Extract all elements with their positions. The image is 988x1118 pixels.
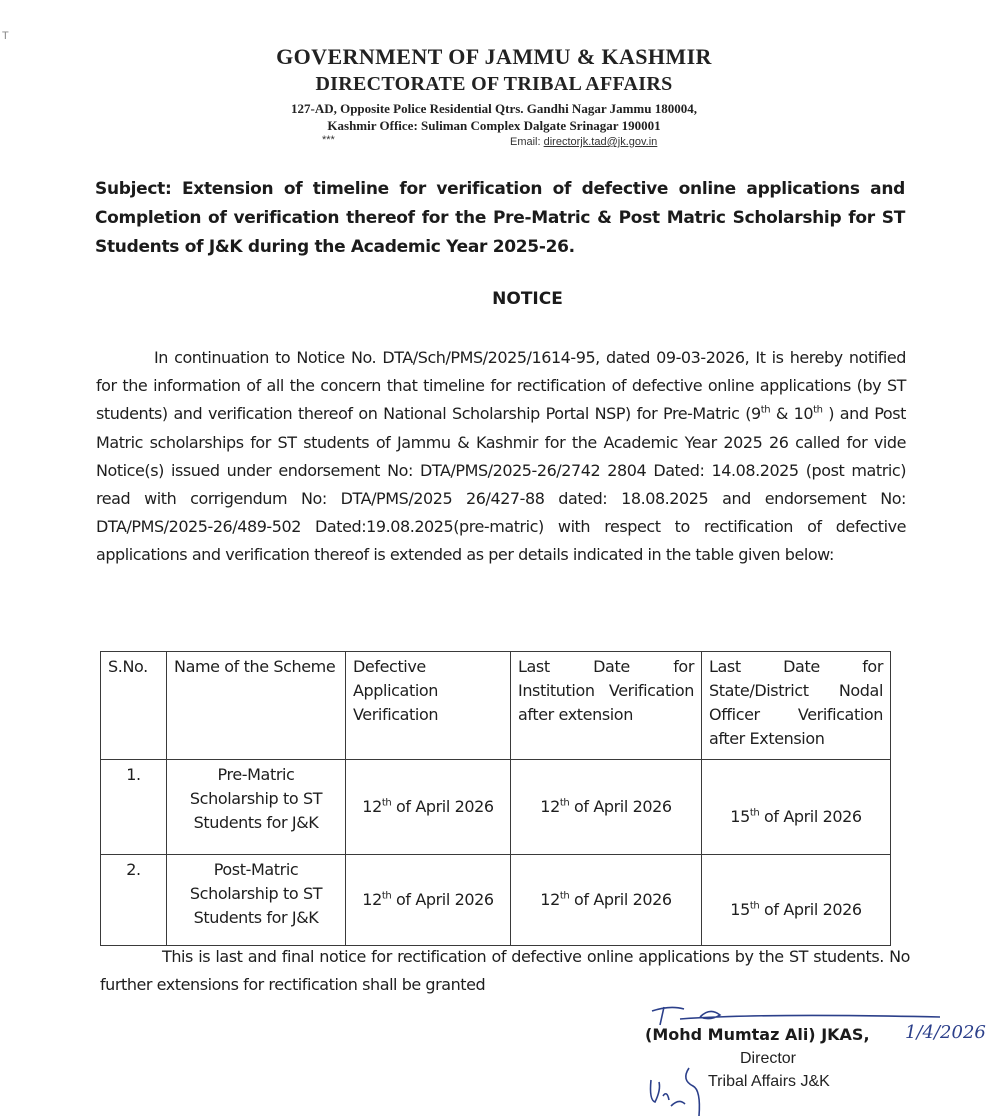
signatory-name: (Mohd Mumtaz Ali) JKAS,: [645, 1025, 870, 1044]
date-suffix: th: [559, 797, 570, 809]
body-sup-2: th: [813, 405, 823, 417]
header-defective: Defective Application Verification: [346, 652, 511, 760]
notice-title: NOTICE: [492, 289, 563, 309]
cell-defective: [346, 855, 511, 946]
cell-defective: [346, 760, 511, 855]
subject-line: Subject: Extension of timeline for verification of defective online applications and Completion of verification thereof for the Pre-Matric & Post Matric Scholarship for ST Students of J&K during the Academic Year 2025-26.: [95, 179, 905, 257]
date-rest: of April 2026: [759, 899, 862, 919]
body-text-part1: In continuation to Notice No. DTA/Sch/PMS/2025/1614-95, dated 09-03-2026, It is hereby notified for the information of all the concern that timeline for rectification of defective online applications (by ST students) and verification thereof on National Scholarship Portal NSP) for Pre-Matric (9: [96, 348, 906, 424]
date-rest: of April 2026: [391, 890, 494, 909]
cell-scheme: Post-Matric Scholarship to ST Students for J&K: [167, 855, 346, 946]
cell-scheme: Pre-Matric Scholarship to ST Students for J&K: [167, 760, 346, 855]
date-rest: of April 2026: [569, 890, 672, 909]
header-sno: S.No.: [101, 652, 167, 760]
cell-institution: [511, 760, 702, 855]
date-day: 12: [540, 797, 560, 816]
separator-stars: ***: [322, 134, 335, 146]
handwritten-date: 1/4/2026: [905, 1022, 986, 1043]
address-line-kashmir: Kashmir Office: Suliman Complex Dalgate Srinagar 190001: [327, 118, 661, 133]
table-row: [101, 855, 891, 946]
scan-edge-mark: T: [2, 30, 9, 42]
table-header-row: [101, 652, 891, 760]
email-link[interactable]: directorjk.tad@jk.gov.in: [543, 136, 658, 148]
notice-body: [96, 344, 906, 570]
body-text-part3: ) and Post Matric scholarships for ST students of Jammu & Kashmir for the Academic Year 2025 26 called for vide Notice(s) issued under endorsement No: DTA/PMS/2025-26/2742 2804 Dated: 14.08.2025 (post matric) read with corrigendum No: DTA/PMS/2025 26/427-88 dated: 18.08.2025 and endorsement No: DTA/PMS/2025-26/489-502 Dated:19.08.2025(pre-matric) with respect to rectification of defective applications and verification thereof is extended as per details indicated in the table given below:: [96, 404, 906, 565]
date-suffix: th: [381, 890, 392, 902]
date-rest: of April 2026: [759, 806, 862, 826]
cell-institution: [511, 855, 702, 946]
date-day: 15: [730, 899, 750, 919]
date-suffix: th: [749, 900, 760, 912]
body-text-part2: & 10: [770, 404, 814, 424]
date-day: 12: [362, 890, 382, 909]
date-rest: of April 2026: [391, 797, 494, 816]
directorate-heading: DIRECTORATE OF TRIBAL AFFAIRS: [315, 73, 673, 95]
signatory-office: Tribal Affairs J&K: [708, 1073, 830, 1090]
header-nodal: Last Date for State/District Nodal Officer Verification after Extension: [702, 652, 891, 760]
date-suffix: th: [559, 890, 570, 902]
timeline-table: [100, 651, 891, 946]
date-day: 12: [362, 797, 382, 816]
email-line: [510, 136, 657, 148]
cell-sno: 2.: [101, 855, 167, 946]
date-suffix: th: [381, 797, 392, 809]
body-sup-1: th: [760, 405, 771, 417]
government-heading: GOVERNMENT OF JAMMU & KASHMIR: [276, 44, 712, 69]
date-day: 12: [540, 890, 560, 909]
email-label: Email:: [510, 136, 544, 148]
closing-paragraph: This is last and final notice for rectification of defective online applications by the ST students. No further extensions for rectification shall be granted: [100, 947, 910, 994]
header-institution: Last Date for Institution Verification after extension: [511, 652, 702, 760]
date-suffix: th: [749, 807, 760, 819]
cell-nodal: [702, 760, 891, 855]
initials-scribble-icon: [645, 1060, 705, 1118]
date-rest: of April 2026: [569, 797, 672, 816]
signatory-designation: Director: [740, 1050, 797, 1067]
address-line-jammu: 127-AD, Opposite Police Residential Qtrs. Gandhi Nagar Jammu 180004,: [290, 101, 697, 116]
header-scheme: Name of the Scheme: [167, 652, 346, 760]
table-row: [101, 760, 891, 855]
cell-sno: 1.: [101, 760, 167, 855]
cell-nodal: [702, 855, 891, 946]
date-day: 15: [730, 806, 750, 826]
